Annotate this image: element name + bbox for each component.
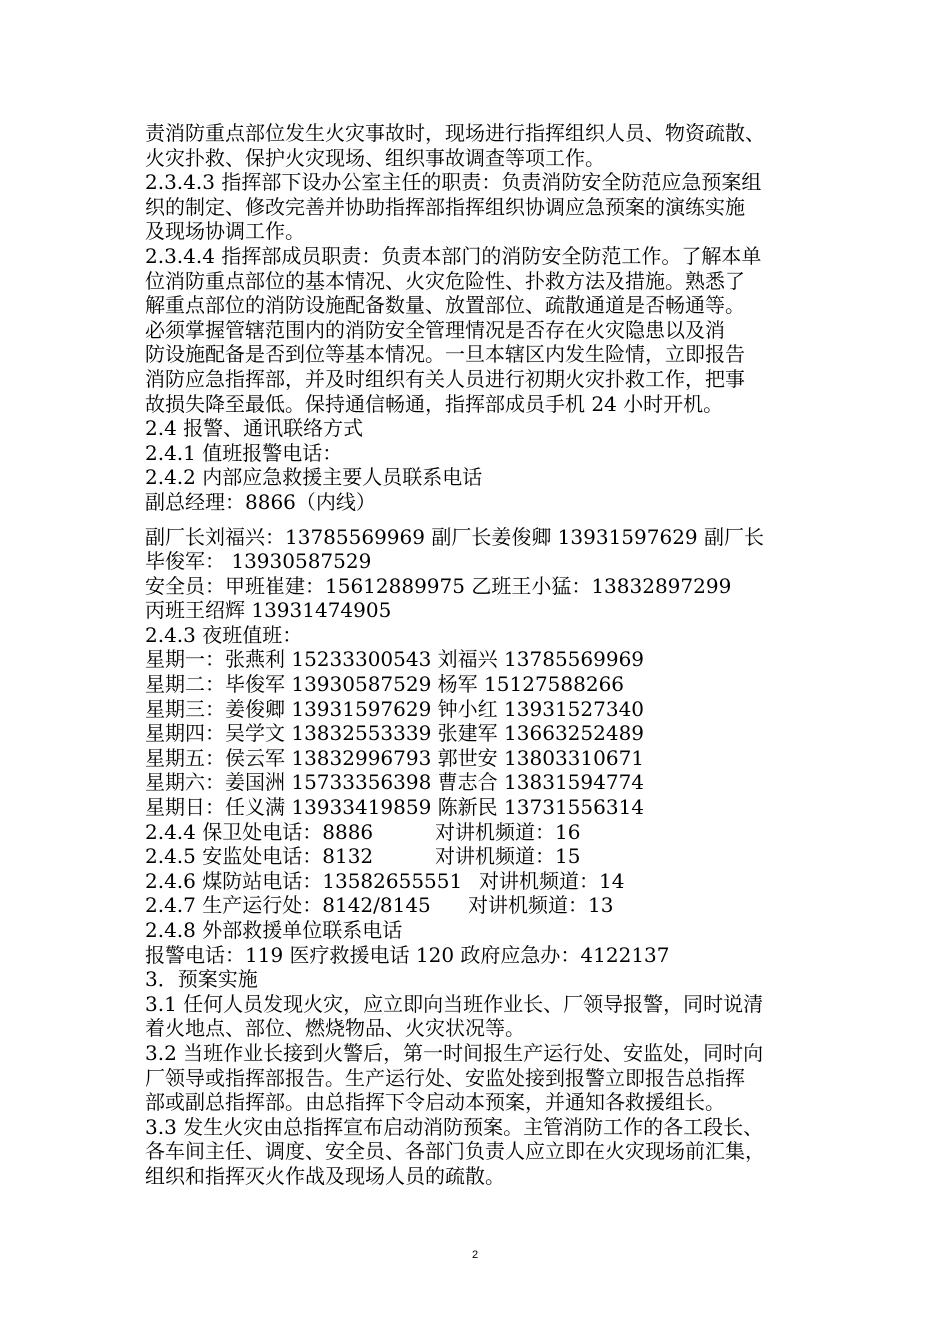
text-line: 各车间主任、调度、安全员、各部门负责人应立即在火灾现场前汇集，	[145, 1139, 765, 1164]
phone-row	[145, 844, 835, 869]
night-shift-row: 星期四：吴学文 13832553339 张建军 13663252489	[145, 721, 645, 746]
phone-row	[145, 869, 835, 894]
night-shift-row: 星期六：姜国洲 15733356398 曹志合 13831594774	[145, 770, 645, 795]
text-line: 解重点部位的消防设施配备数量、放置部位、疏散通道是否畅通等。	[145, 293, 745, 318]
section-heading: 2.4 报警、通讯联络方式	[145, 416, 364, 441]
text-line: 织的制定、修改完善并协助指挥部指挥组织协调应急预案的演练实施	[145, 194, 745, 219]
text-line: 防设施配备是否到位等基本情况。一旦本辖区内发生险情，立即报告	[145, 342, 745, 367]
text-line: 位消防重点部位的基本情况、火灾危险性、扑救方法及措施。熟悉了	[145, 268, 745, 293]
text-line: 3.3 发生火灾由总指挥宣布启动消防预案。主管消防工作的各工段长、	[145, 1114, 764, 1139]
text-line: 副总经理：8866（内线）	[145, 489, 376, 514]
night-shift-row: 星期一：张燕利 15233300543 刘福兴 13785569969	[145, 647, 645, 672]
page-number: 2	[471, 1249, 479, 1261]
text-line: 责消防重点部位发生火灾事故时，现场进行指挥组织人员、物资疏散、	[145, 121, 765, 145]
text-line: 必须掌握管辖范围内的消防安全管理情况是否存在火灾隐患以及消	[145, 317, 725, 342]
text-line: 着火地点、部位、燃烧物品、火灾状况等。	[145, 1016, 525, 1041]
text-line: 火灾扑救、保护火灾现场、组织事故调查等项工作。	[145, 145, 605, 170]
text-line: 厂领导或指挥部报告。生产运行处、安监处接到报警立即报告总指挥	[145, 1065, 745, 1090]
night-shift-title: 2.4.3 夜班值班：	[145, 622, 303, 647]
night-shift-row: 星期三：姜俊卿 13931597629 钟小红 13931527340	[145, 696, 645, 721]
text-line: 2.3.4.3 指挥部下设办公室主任的职责：负责消防安全防范应急预案组	[145, 170, 762, 195]
text-line: 消防应急指挥部，并及时组织有关人员进行初期火灾扑救工作，把事	[145, 366, 745, 391]
text-line: 组织和指挥灭火作战及现场人员的疏散。	[145, 1163, 505, 1188]
phone-label: 2.4.7 生产运行处：8142/8145	[145, 893, 431, 918]
radio-channel: 对讲机频道：13	[468, 893, 614, 918]
contact-line: 安全员：甲班崔建：15612889975 乙班王小猛：13832897299	[145, 573, 732, 598]
phone-row	[145, 893, 835, 918]
phone-label: 2.4.4 保卫处电话：8886	[145, 819, 374, 844]
contact-line: 丙班王绍辉 13931474905	[145, 598, 392, 623]
phone-label: 2.4.5 安监处电话：8132	[145, 844, 374, 869]
external-title: 2.4.8 外部救援单位联系电话	[145, 918, 403, 942]
text-line: 2.4.2 内部应急救援主要人员联系电话	[145, 465, 483, 490]
text-line: 2.3.4.4 指挥部成员职责：负责本部门的消防安全防范工作。了解本单	[145, 243, 762, 268]
text-line: 故损失降至最低。保持通信畅通，指挥部成员手机 24 小时开机。	[145, 391, 724, 416]
contact-line: 副厂长刘福兴：13785569969 副厂长姜俊卿 13931597629 副厂长	[145, 524, 765, 549]
external-numbers: 报警电话：119 医疗救援电话 120 政府应急办：4122137	[145, 942, 670, 967]
phone-row	[145, 820, 835, 845]
text-line: 2.4.1 值班报警电话：	[145, 440, 343, 465]
night-shift-row: 星期日：任义满 13933419859 陈新民 13731556314	[145, 795, 645, 820]
contact-line: 毕俊军： 13930587529	[145, 549, 372, 574]
section-heading: 3．预案实施	[145, 967, 258, 992]
text-line: 及现场协调工作。	[145, 219, 305, 244]
radio-channel: 对讲机频道：14	[479, 868, 625, 893]
phone-label: 2.4.6 煤防站电话：13582655551	[145, 868, 463, 893]
text-line: 3.1 任何人员发现火灾，应立即向当班作业长、厂领导报警，同时说清	[145, 991, 764, 1016]
document-body	[145, 121, 835, 1189]
text-line: 部或副总指挥部。由总指挥下令启动本预案，并通知各救援组长。	[145, 1090, 725, 1115]
night-shift-row: 星期二：毕俊军 13930587529 杨军 15127588266	[145, 672, 625, 697]
paragraph-gap	[145, 515, 835, 525]
radio-channel: 对讲机频道：15	[435, 844, 581, 869]
night-shift-row: 星期五：侯云军 13832996793 郭世安 13803310671	[145, 745, 645, 770]
text-line: 3.2 当班作业长接到火警后，第一时间报生产运行处、安监处，同时向	[145, 1040, 764, 1065]
radio-channel: 对讲机频道：16	[435, 819, 581, 844]
